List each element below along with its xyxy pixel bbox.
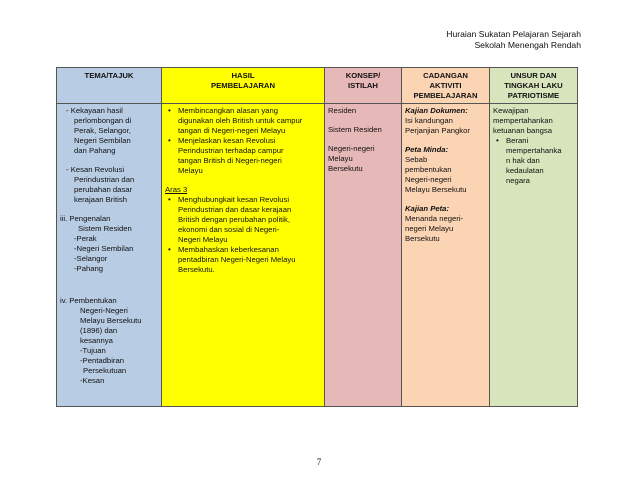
cell-konsep: Residen Sistem Residen Negeri-negeri Melayu Bersekutu (325, 104, 402, 407)
aras-label: Aras 3 (165, 185, 188, 194)
peta-minda-title: Peta Minda: (405, 145, 449, 154)
document-header (446, 29, 581, 51)
header-unsur: UNSUR DAN TINGKAH LAKU PATRIOTISME (490, 68, 578, 104)
cell-tema (57, 104, 162, 407)
header-line-1: Huraian Sukatan Pelajaran Sejarah (446, 29, 581, 39)
cell-unsur: Kewajipan mempertahankan ketuanan bangsa • Berani mempertahanka n hak dan kedaulatan negara (490, 104, 578, 407)
table-header-row (57, 68, 578, 104)
list-item: • Membahaskan keberkesanan pentadbiran Negeri-Negeri Melayu Bersekutu. (165, 245, 321, 275)
hasil-list-1 (165, 106, 321, 176)
header-line-2: Sekolah Menengah Rendah (474, 40, 581, 50)
tema-block-d: iv. Pembentukan Negeri-Negeri Melayu Bersekutu (1896) dan kesannya -Tujuan -Pentadbiran Persekutuan -Kesan (60, 296, 142, 385)
header-konsep: KONSEP/ ISTILAH (325, 68, 402, 104)
header-hasil: HASIL PEMBELAJARAN (162, 68, 325, 104)
list-item: • Membincangkan alasan yang digunakan oleh British untuk campur tangan di Negeri-negeri Melayu (165, 106, 321, 136)
header-tema: TEMA/TAJUK (57, 68, 162, 104)
list-item: • Menghubungkait kesan Revolusi Perindustrian dan dasar kerajaan British dengan perubahan politik, ekonomi dan sosial di Negeri- Negeri Melayu (165, 195, 321, 245)
list-item: • Menjelaskan kesan Revolusi Perindustrian terhadap campur tangan British di Negeri-negeri Melayu (165, 136, 321, 176)
hasil-list-2 (165, 195, 321, 275)
cell-hasil (162, 104, 325, 407)
kajian-dokumen-title: Kajian Dokumen: (405, 106, 468, 115)
list-item: • Berani mempertahanka n hak dan kedaulatan negara (493, 136, 574, 186)
tema-block-c: iii. Pengenalan Sistem Residen -Perak -Negeri Sembilan -Selangor -Pahang (60, 214, 134, 273)
cell-cadangan: Kajian Dokumen: Isi kandungan Perjanjian Pangkor Peta Minda: Sebab pembentukan Negeri-negeri Melayu Bersekutu Kajian Peta: Menanda negeri- negeri Melayu Bersekutu (402, 104, 490, 407)
kajian-peta-title: Kajian Peta: (405, 204, 450, 213)
page-number: 7 (316, 457, 322, 467)
header-cadangan: CADANGAN AKTIVITI PEMBELAJARAN (402, 68, 490, 104)
tema-block-a: - Kekayaan hasil perlombongan di Perak, Selangor, Negeri Sembilan dan Pahang (66, 106, 132, 155)
unsur-list (493, 136, 574, 186)
table-row (57, 104, 578, 407)
tema-block-b: - Kesan Revolusi Perindustrian dan perubahan dasar kerajaan British (66, 165, 135, 204)
syllabus-table (56, 67, 578, 407)
